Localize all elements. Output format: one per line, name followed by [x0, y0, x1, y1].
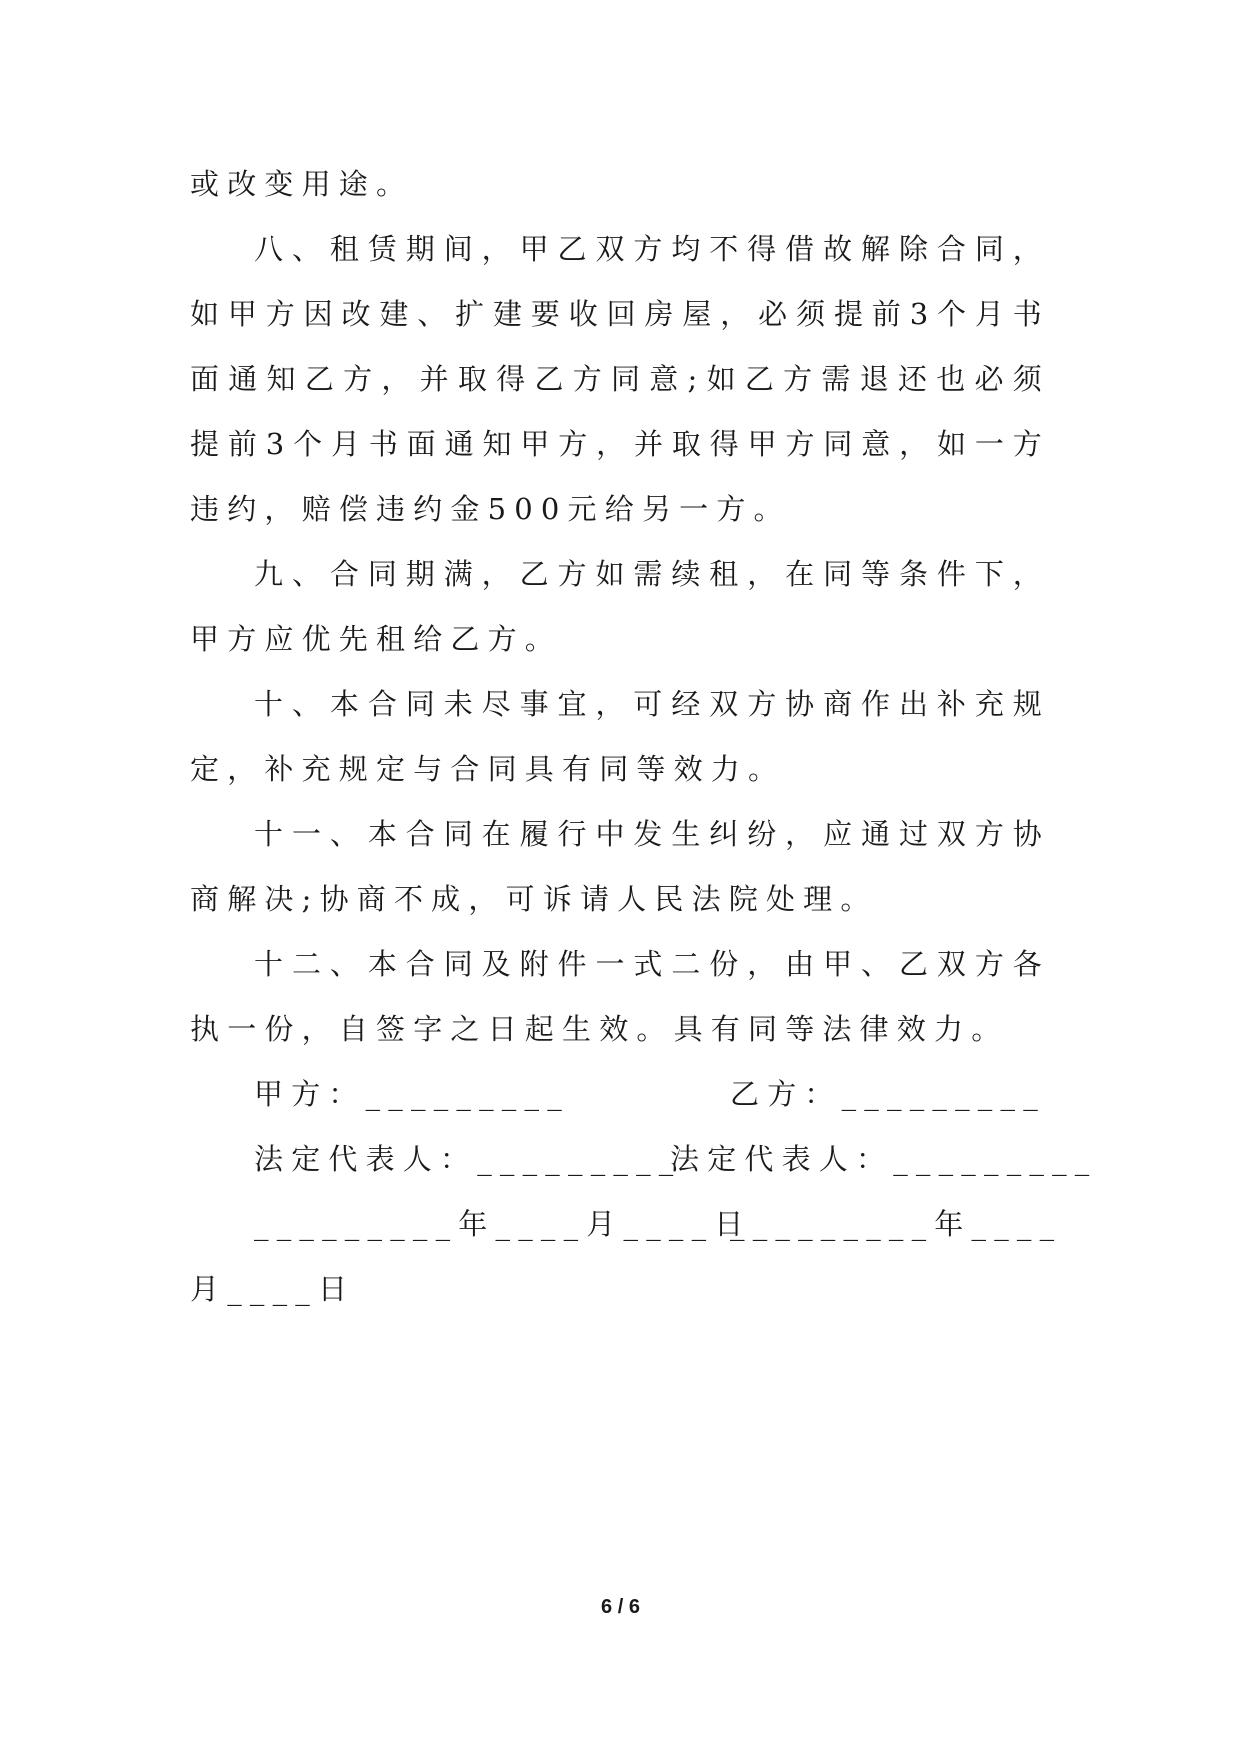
clause-9: 九、合同期满，乙方如需续租，在同等条件下，甲方应优先租给乙方。 [190, 557, 1050, 656]
page-number: 6 / 6 [601, 1596, 640, 1618]
party-a-representative: 法定代表人：_________ [254, 1142, 682, 1176]
signature-row-date-continued [190, 1257, 1050, 1322]
contract-body [190, 152, 1098, 1322]
party-b-signature: 乙方：_________ [730, 1077, 1046, 1111]
signature-row-representative [190, 1127, 1098, 1192]
party-a-signature: 甲方：_________ [254, 1077, 570, 1111]
clause-8: 八、租赁期间，甲乙双方均不得借故解除合同，如甲方因改建、扩建要收回房屋，必须提前3个月书面通知乙方，并取得乙方同意;如乙方需退还也必须提前3个月书面通知甲方，并取得甲方同意，如一方违约，赔偿违约金500元给另一方。 [190, 232, 1050, 526]
party-b-representative: 法定代表人：_________ [670, 1142, 1098, 1176]
signature-row-date [190, 1192, 1063, 1257]
paragraph-continuation: 或改变用途。 [190, 167, 414, 201]
clause-11: 十一、本合同在履行中发生纠纷，应通过双方协商解决;协商不成，可诉请人民法院处理。 [190, 817, 1050, 916]
party-b-date: _________年____ [730, 1207, 1063, 1241]
party-b-date-continued: 月____日 [190, 1272, 356, 1306]
clause-10: 十、本合同未尽事宜，可经双方协商作出补充规定，补充规定与合同具有同等效力。 [190, 687, 1050, 786]
clause-12: 十二、本合同及附件一式二份，由甲、乙双方各执一份，自签字之日起生效。具有同等法律效力。 [190, 947, 1050, 1046]
signature-row-party [190, 1062, 1050, 1127]
party-a-date: _________年____月____日 [254, 1207, 752, 1241]
